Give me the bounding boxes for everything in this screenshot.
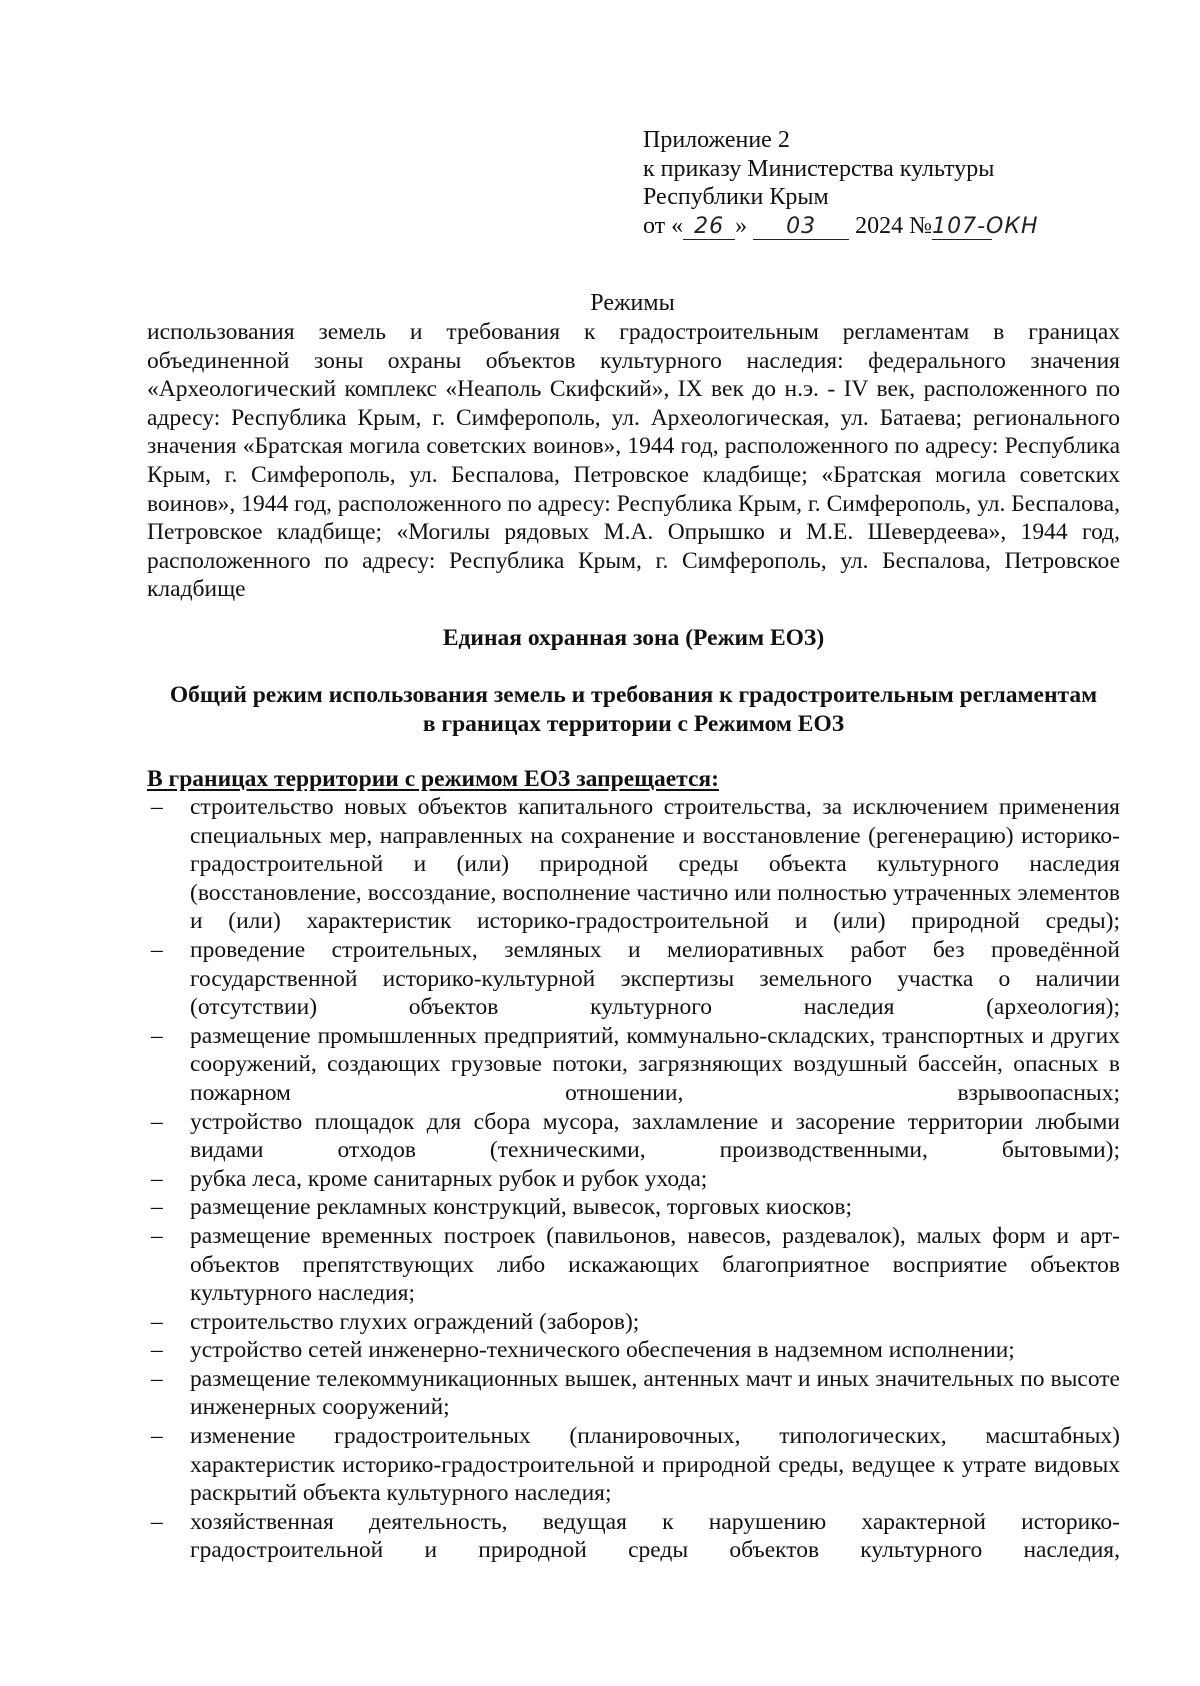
list-dash: – <box>151 1423 163 1450</box>
date-year: 2024 № <box>855 212 933 239</box>
list-item-text: размещение телекоммуникационных вышек, антенных мачт и иных значительных по высоте инженерных сооружений; <box>190 1365 1120 1421</box>
list-item <box>147 1165 1120 1194</box>
list-item-text: строительство новых объектов капитального строительства, за исключением применения специальных мер, направленных на сохранение и восстановление (регенерацию) историко-градостроительной и (или) природной среды объекта культурного наследия (восстановление, воссоздание, восполнение частично или полностью утраченных элементов и (или) характеристик историко-градостроительной и (или) природной среды); <box>190 794 1120 935</box>
list-item-text: устройство сетей инженерно-технического обеспечения в надземном исполнении; <box>190 1337 1015 1364</box>
prohibitions-subheading: В границах территории с режимом ЕОЗ запрещается: <box>147 766 719 792</box>
date-month: 03 <box>753 215 849 240</box>
list-item <box>147 1308 1120 1337</box>
list-dash: – <box>151 1165 163 1192</box>
intro-paragraph: использования земель и требования к градостроительным регламентам в границах объединенной зоны охраны объектов культурного наследия: федерального значения «Археологический комплекс «Неаполь Скифский», IX век до н.э. - IV век, расположенного по адресу: Республика Крым, г. Симферополь, ул. Археологическая, ул. Батаева; регионального значения «Братская могила советских воинов», 1944 год, расположенного по адресу: Республика Крым, г. Симферополь, ул. Беспалова, Петровское кладбище; «Братская могила советских воинов», 1944 год, расположенного по адресу: Республика Крым, г. Симферополь, ул. Беспалова, Петровское кладбище; «Могилы рядовых М.А. Опрышко и М.Е. Шевердеева», 1944 год, расположенного по адресу: Республика Крым, г. Симферополь, ул. Беспалова, Петровское кладбище <box>147 319 1120 603</box>
appendix-date-line <box>643 212 1123 241</box>
list-item <box>147 1222 1120 1308</box>
list-dash: – <box>151 1222 163 1249</box>
list-dash: – <box>151 794 163 820</box>
appendix-line-1: Приложение 2 <box>643 127 790 153</box>
appendix-line-3: Республики Крым <box>643 184 829 210</box>
appendix-block <box>643 126 1123 240</box>
list-dash: – <box>151 1365 163 1392</box>
list-dash: – <box>151 1508 163 1535</box>
date-day-close: » <box>735 212 748 239</box>
list-item-text: рубка леса, кроме санитарных рубок и рубок ухода; <box>190 1165 708 1192</box>
heading-general-regime <box>147 681 1120 738</box>
list-dash: – <box>151 1022 163 1049</box>
heading-general-regime-line-1: Общий режим использования земель и требования к градостроительным регламентам <box>169 682 1098 708</box>
list-item-text: размещение временных построек (павильонов, навесов, раздевалок), малых форм и арт-объектов препятствующих либо искажающих благоприятное восприятие объектов культурного наследия; <box>190 1222 1120 1307</box>
heading-general-regime-line-2: в границах территории с Режимом ЕОЗ <box>422 710 845 737</box>
list-dash: – <box>151 1308 163 1335</box>
heading-unified-zone: Единая охранная зона (Режим ЕОЗ) <box>442 625 825 651</box>
list-item <box>147 1336 1120 1365</box>
list-item <box>147 1422 1120 1508</box>
list-item-text: устройство площадок для сбора мусора, захламление и засорение территории любыми видами отходов (техническими, производственными, бытовыми); <box>190 1108 1120 1164</box>
list-item-text: хозяйственная деятельность, ведущая к нарушению характерной историко-градостроительной и природной среды объектов культурного наследия, <box>190 1508 1120 1564</box>
list-item <box>147 793 1120 936</box>
list-dash: – <box>151 936 163 963</box>
list-item-text: размещение промышленных предприятий, коммунально-складских, транспортных и других сооружений, создающих грузовые потоки, загрязняющих воздушный бассейн, опасных в пожарном отношении, взрывоопасных; <box>190 1022 1120 1106</box>
list-item <box>147 1108 1120 1165</box>
list-dash: – <box>151 1194 163 1221</box>
document-title: Режимы <box>590 290 675 316</box>
list-item-text: строительство глухих ограждений (заборов); <box>190 1308 640 1335</box>
list-item <box>147 1508 1120 1565</box>
list-item-text: изменение градостроительных (планировочных, типологических, масштабных) характеристик историко-градостроительной и природной среды, ведущее к утрате видовых раскрытий объекта культурного наследия; <box>190 1423 1120 1507</box>
prohibitions-list <box>147 793 1120 1565</box>
list-item-text: размещение рекламных конструкций, вывесок, торговых киосков; <box>190 1194 852 1221</box>
list-item <box>147 1365 1120 1422</box>
date-prefix: от « <box>643 212 684 239</box>
appendix-line-2: к приказу Министерства культуры <box>643 155 995 182</box>
order-number: 107-ОКН <box>932 213 1039 239</box>
list-dash: – <box>151 1108 163 1135</box>
list-item <box>147 1022 1120 1108</box>
list-item-text: проведение строительных, земляных и мелиоративных работ без проведённой государственной историко-культурной экспертизы земельного участка о наличии (отсутствии) объектов культурного наследия (археология); <box>190 936 1120 1021</box>
list-item <box>147 1193 1120 1222</box>
date-day: 26 <box>683 215 735 240</box>
list-dash: – <box>151 1337 163 1364</box>
list-item <box>147 936 1120 1022</box>
